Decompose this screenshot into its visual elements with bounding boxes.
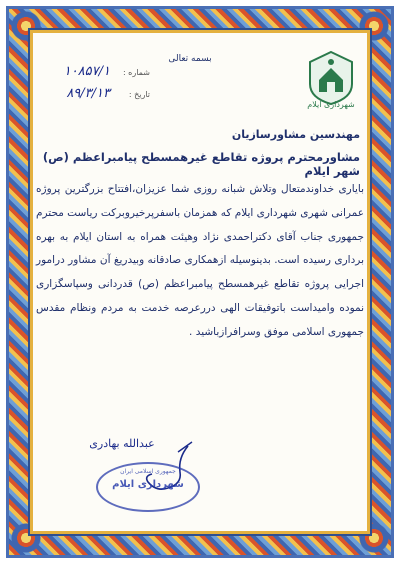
logo-caption: شهرداری ایلام [307,100,355,109]
letter-date-row [40,86,150,108]
municipality-logo-icon [306,50,356,106]
letter-number-row [40,64,150,86]
basmala-heading: بسمه تعالی [168,54,212,64]
letter-number-label: شماره : [122,68,150,77]
letter-date-value: ۸۹/۳/۱۳ [66,86,110,101]
letter-number-value: ۱۰۸۵۷/۱ [63,64,110,79]
letter-meta [40,64,150,108]
signatory-name: عبدالله بهادری [89,437,155,450]
stamp-text: شهرداری ایلام [112,479,184,490]
body-paragraph: باياری خداوندمتعال وتلاش شبانه روزی شما عزيزان،افتتاح بزرگترين پروژه عمرانی شهری شهرداری ايلام كه همزمان باسفرپرخيروبركت رياست محترم جمهوری جناب آقای دكتراحمدی نژاد وهيئت همراه به استان ايلام به بهره برداری رسيده است. بدينوسيله ازهمكاری صادقانه وبيدريغ آن مشاور درامور اجرايی پروژه تقاطع غيرهمسطح پيامبراعظم (ص) قدردانی وسپاسگزاری نموده واميداست باتوفيقات الهی دررعرصه خدمت به مردم ونظام مقدس جمهوری اسلامی موفق وسرافرازباشيد . [35,183,364,338]
stamp-subtitle: جمهوری اسلامی ایران [120,468,176,475]
letter-date-label: تاریخ : [128,90,150,99]
addressee-line-2: مشاورمحترم پروژه تقاطع غیرهمسطح پیامبراعظم (ص) شهر ایلام [42,150,360,178]
addressee-line-1: مهندسین مشاورسازیان [231,128,360,141]
official-stamp [96,462,200,512]
letter-body [36,178,364,345]
